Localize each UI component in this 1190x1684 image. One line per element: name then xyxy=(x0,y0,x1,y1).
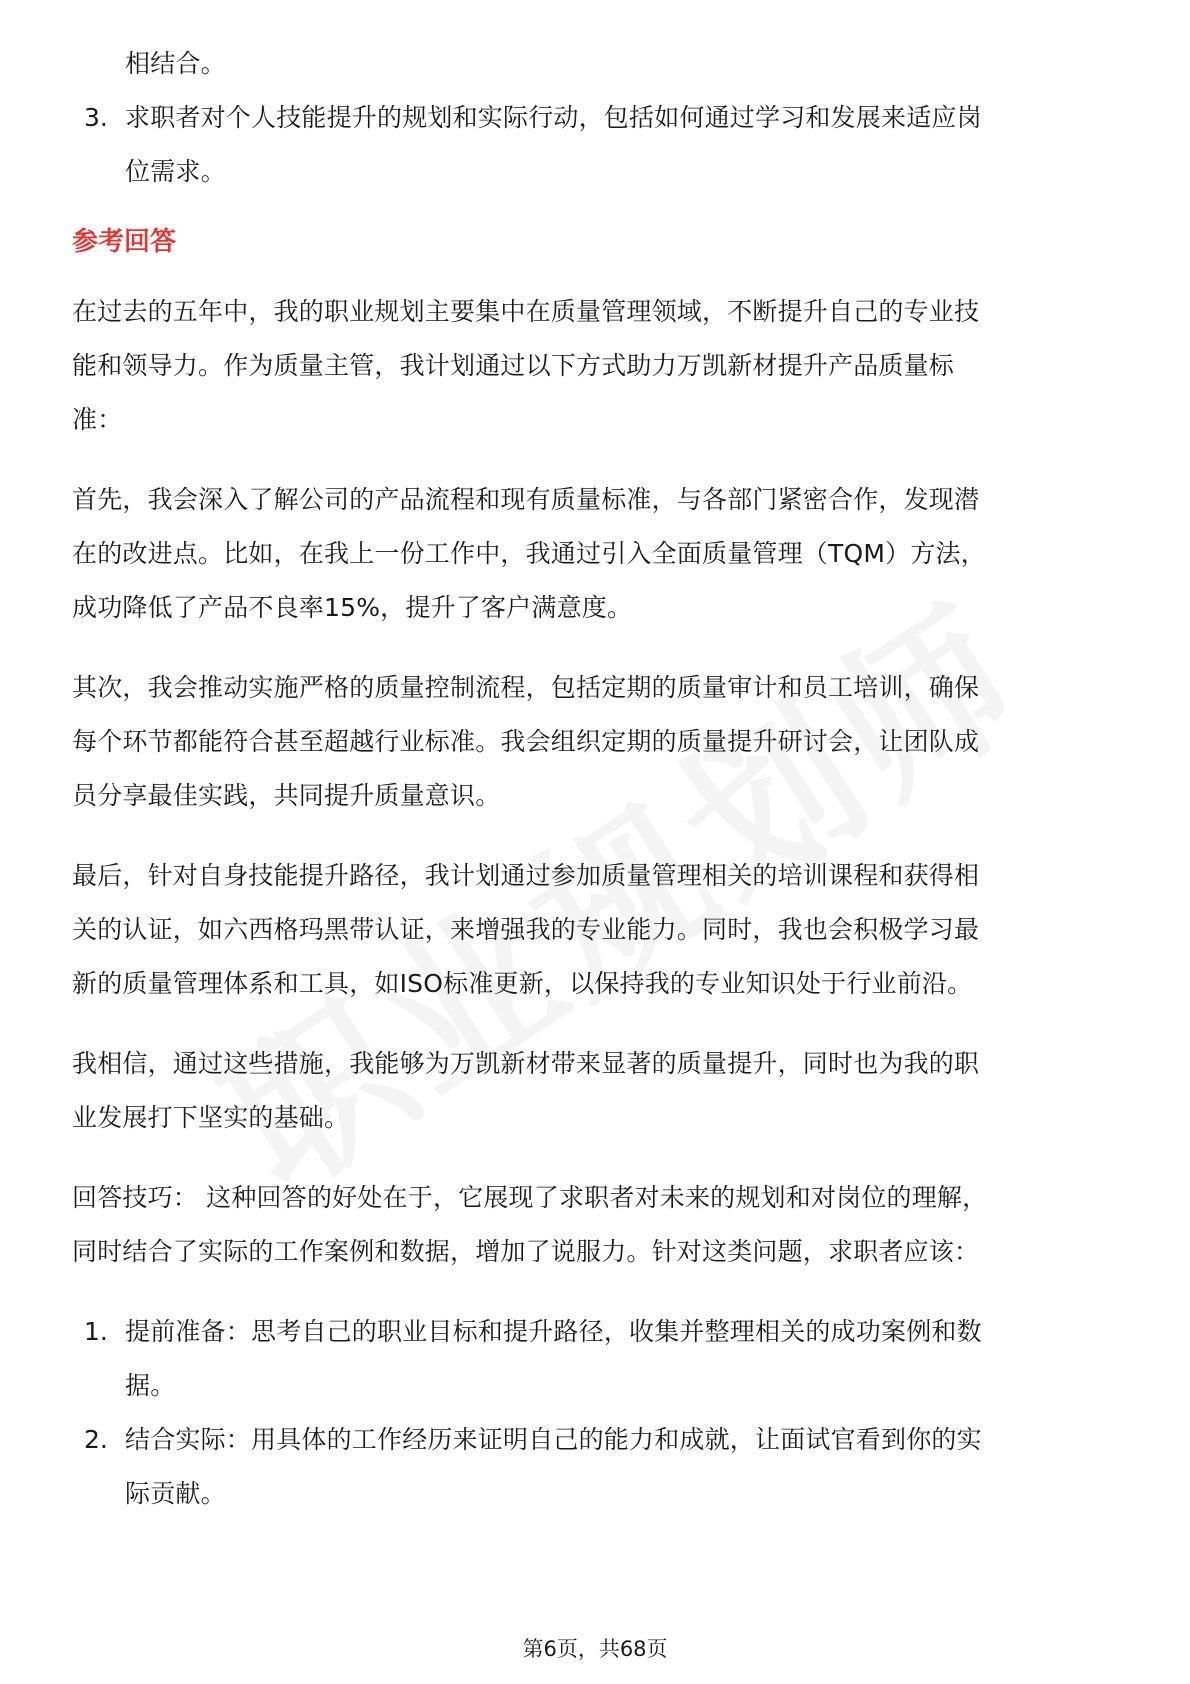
section-heading: 参考回答 xyxy=(72,227,177,257)
list-item-line: 位需求。 xyxy=(125,157,226,186)
list-number: 2. xyxy=(84,1425,108,1454)
list-item-line: 际贡献。 xyxy=(125,1479,226,1508)
paragraph-line: 在的改进点。比如，在我上一份工作中，我通过引入全面质量管理（TQM）方法， xyxy=(72,539,986,568)
paragraph-line: 员分享最佳实践，共同提升质量意识。 xyxy=(72,781,501,810)
paragraph-line: 能和领导力。作为质量主管，我计划通过以下方式助力万凯新材提升产品质量标 xyxy=(72,351,955,380)
paragraph-line: 新的质量管理体系和工具，如ISO标准更新，以保持我的专业知识处于行业前沿。 xyxy=(72,969,973,998)
list-item-line: 提前准备：思考自己的职业目标和提升路径，收集并整理相关的成功案例和数 xyxy=(125,1317,982,1346)
paragraph-line: 业发展打下坚实的基础。 xyxy=(72,1103,350,1132)
list-number: 3. xyxy=(84,103,108,132)
tips-line: 同时结合了实际的工作案例和数据，增加了说服力。针对这类问题，求职者应该： xyxy=(72,1237,980,1266)
paragraph-line: 我相信，通过这些措施，我能够为万凯新材带来显著的质量提升，同时也为我的职 xyxy=(72,1049,980,1078)
list-item-line: 求职者对个人技能提升的规划和实际行动，包括如何通过学习和发展来适应岗 xyxy=(125,103,982,132)
paragraph-line: 最后，针对自身技能提升路径，我计划通过参加质量管理相关的培训课程和获得相 xyxy=(72,861,980,890)
list-item-line: 结合实际：用具体的工作经历来证明自己的能力和成就，让面试官看到你的实 xyxy=(125,1425,982,1454)
list-item-tail: 相结合。 xyxy=(125,49,226,78)
list-item-line: 据。 xyxy=(125,1371,176,1400)
paragraph-line: 在过去的五年中，我的职业规划主要集中在质量管理领域，不断提升自己的专业技 xyxy=(72,297,980,326)
paragraph-line: 成功降低了产品不良率15%，提升了客户满意度。 xyxy=(72,593,633,622)
page-number: 第6页，共68页 xyxy=(522,1637,668,1661)
tips-line: 回答技巧： 这种回答的好处在于，它展现了求职者对未来的规划和对岗位的理解， xyxy=(72,1183,988,1212)
list-number: 1. xyxy=(84,1317,108,1346)
paragraph-line: 每个环节都能符合甚至超越行业标准。我会组织定期的质量提升研讨会，让团队成 xyxy=(72,727,980,756)
paragraph-line: 首先，我会深入了解公司的产品流程和现有质量标准，与各部门紧密合作，发现潜 xyxy=(72,485,980,514)
paragraph-line: 准： xyxy=(72,405,123,434)
paragraph-line: 其次，我会推动实施严格的质量控制流程，包括定期的质量审计和员工培训，确保 xyxy=(72,673,980,702)
paragraph-line: 关的认证，如六西格玛黑带认证，来增强我的专业能力。同时，我也会积极学习最 xyxy=(72,915,980,944)
